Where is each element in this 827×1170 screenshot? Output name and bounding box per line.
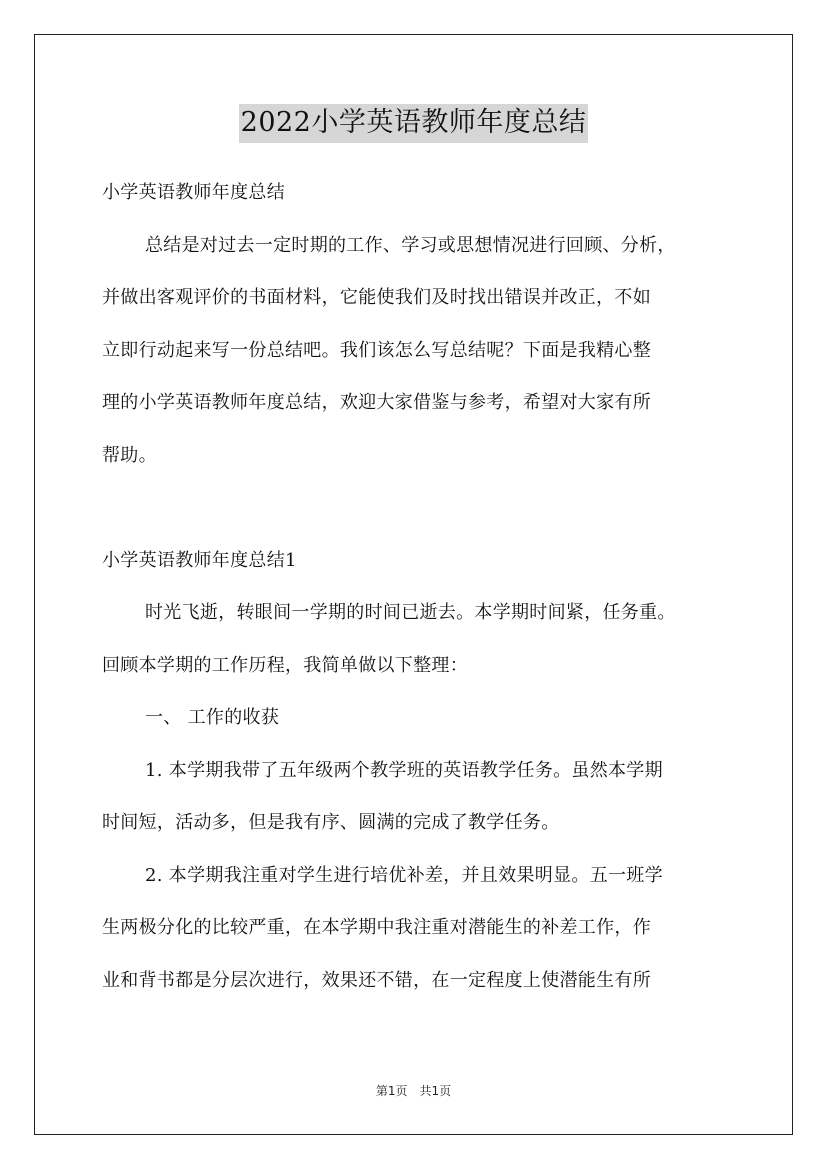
line-text: 时间短，活动多，但是我有序、圆满的完成了教学任务。: [102, 812, 560, 833]
document-body: [102, 167, 730, 1007]
line-text: 理的小学英语教师年度总结，欢迎大家借鉴与参考，希望对大家有所: [102, 392, 651, 413]
paragraph-line: [102, 377, 730, 430]
line-text: 小学英语教师年度总结1: [102, 549, 297, 571]
page-footer: [0, 1082, 827, 1099]
section-heading: [102, 535, 730, 588]
line-text: 2. 本学期我注重对学生进行培优补差，并且效果明显。五一班学: [145, 864, 663, 886]
paragraph-line: [102, 272, 730, 325]
line-text: 总结是对过去一定时期的工作、学习或思想情况进行回顾、分析，: [145, 234, 676, 256]
document-title: 2022小学英语教师年度总结: [239, 104, 589, 143]
paragraph-line: [102, 850, 730, 903]
line-text: 时光飞逝，转眼间一学期的时间已逝去。本学期时间紧，任务重。: [145, 602, 676, 623]
line-text: 小学英语教师年度总结: [102, 182, 285, 203]
paragraph-line: [102, 902, 730, 955]
paragraph-line: [102, 430, 730, 483]
paragraph-line: [102, 325, 730, 378]
line-text: 一、 工作的收获: [145, 707, 280, 728]
paragraph-line: [102, 640, 730, 693]
subsection-heading: [102, 692, 730, 745]
page-total: 共1页: [419, 1084, 452, 1098]
paragraph-line: [102, 955, 730, 1008]
line-text: 立即行动起来写一份总结吧。我们该怎么写总结呢？下面是我精心整: [102, 339, 651, 361]
paragraph-line: [102, 587, 730, 640]
line-text: 并做出客观评价的书面材料，它能使我们及时找出错误并改正，不如: [102, 287, 651, 308]
line-text: 生两极分化的比较严重，在本学期中我注重对潜能生的补差工作，作: [102, 917, 651, 938]
page-number: 第1页: [375, 1084, 408, 1098]
paragraph-line: [102, 797, 730, 850]
blank-line: [102, 482, 730, 535]
paragraph-line: [102, 745, 730, 798]
line-text: 业和背书都是分层次进行，效果还不错，在一定程度上使潜能生有所: [102, 969, 651, 991]
line-text: 回顾本学期的工作历程，我简单做以下整理：: [102, 654, 468, 676]
paragraph-line: [102, 167, 730, 220]
line-text: 1. 本学期我带了五年级两个教学班的英语教学任务。虽然本学期: [145, 759, 663, 781]
title-container: [0, 104, 827, 143]
paragraph-line: [102, 220, 730, 273]
line-text: 帮助。: [102, 444, 157, 466]
